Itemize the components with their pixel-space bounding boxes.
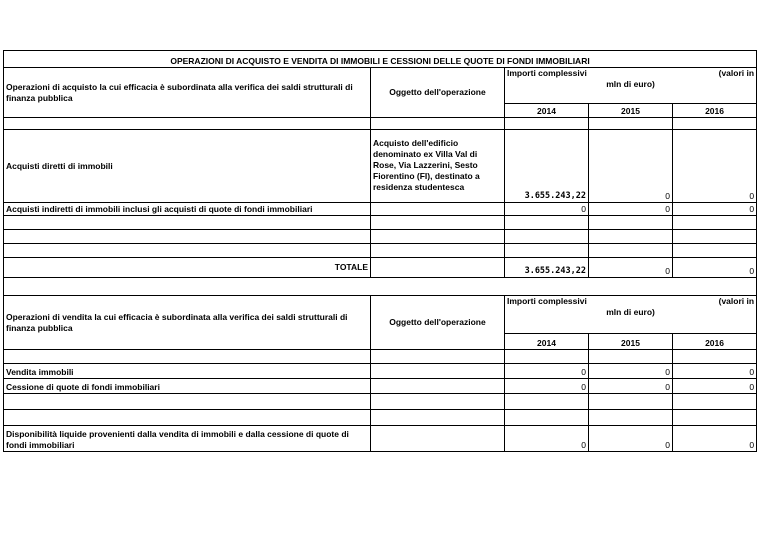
- sale-object-header: Oggetto dell'operazione: [371, 296, 505, 350]
- year-header-2014: 2014: [505, 104, 589, 118]
- total-2015: 0: [589, 258, 673, 278]
- amounts-unit: mln di euro): [606, 79, 655, 89]
- row-label-indirect-purchases: Acquisti indiretti di immobili inclusi gli acquisti di quote di fondi immobiliari: [4, 203, 371, 216]
- value-sale-2014: 0: [505, 364, 589, 379]
- value-liquidity-2016: 0: [673, 426, 757, 452]
- value-sale-2015: 0: [589, 364, 673, 379]
- amounts-label: Importi complessivi: [507, 68, 587, 78]
- value-fund-2014: 0: [505, 379, 589, 394]
- amounts-unit-open: (valori in: [718, 68, 755, 78]
- indirect-object: [371, 203, 505, 216]
- row-label-direct-purchases: Acquisti diretti di immobili: [4, 130, 371, 203]
- value-direct-2014: 3.655.243,22: [505, 130, 589, 203]
- year-header-2015: 2015: [589, 104, 673, 118]
- value-fund-2015: 0: [589, 379, 673, 394]
- row-label-liquidity: Disponibilità liquide provenienti dalla vendita di immobili e dalla cessione di quote di fondi immobiliari: [4, 426, 371, 452]
- table-title: OPERAZIONI DI ACQUISTO E VENDITA DI IMMOBILI E CESSIONI DELLE QUOTE DI FONDI IMMOBILIARI: [4, 51, 757, 68]
- sale-amounts-unit: mln di euro): [606, 307, 655, 317]
- value-sale-2016: 0: [673, 364, 757, 379]
- sale-amounts-unit-open: (valori in: [718, 296, 755, 306]
- value-liquidity-2014: 0: [505, 426, 589, 452]
- total-label: TOTALE: [4, 258, 371, 278]
- sale-year-header-2014: 2014: [505, 334, 589, 350]
- row-label-sale-buildings: Vendita immobili: [4, 364, 371, 379]
- sale-year-header-2016: 2016: [673, 334, 757, 350]
- value-indirect-2014: 0: [505, 203, 589, 216]
- value-liquidity-2015: 0: [589, 426, 673, 452]
- row-label-sale-fund-shares: Cessione di quote di fondi immobiliari: [4, 379, 371, 394]
- purchase-object-description: Acquisto dell'edificio denominato ex Villa Val di Rose, Via Lazzerini, Sesto Fiorentino (FI), destinato a residenza studentesca: [371, 130, 505, 203]
- value-indirect-2016: 0: [673, 203, 757, 216]
- purchase-amounts-header: [505, 68, 757, 104]
- value-fund-2016: 0: [673, 379, 757, 394]
- total-2016: 0: [673, 258, 757, 278]
- total-2014: 3.655.243,22: [505, 258, 589, 278]
- sale-amounts-label: Importi complessivi: [507, 296, 587, 306]
- purchase-heading: Operazioni di acquisto la cui efficacia è subordinata alla verifica dei saldi strutturali di finanza pubblica: [4, 68, 371, 118]
- operations-table: [3, 50, 757, 452]
- sale-year-header-2015: 2015: [589, 334, 673, 350]
- value-direct-2015: 0: [589, 130, 673, 203]
- value-direct-2016: 0: [673, 130, 757, 203]
- purchase-object-header: Oggetto dell'operazione: [371, 68, 505, 118]
- year-header-2016: 2016: [673, 104, 757, 118]
- sale-heading: Operazioni di vendita la cui efficacia è subordinata alla verifica dei saldi strutturali di finanza pubblica: [4, 296, 371, 350]
- sale-amounts-header: [505, 296, 757, 334]
- value-indirect-2015: 0: [589, 203, 673, 216]
